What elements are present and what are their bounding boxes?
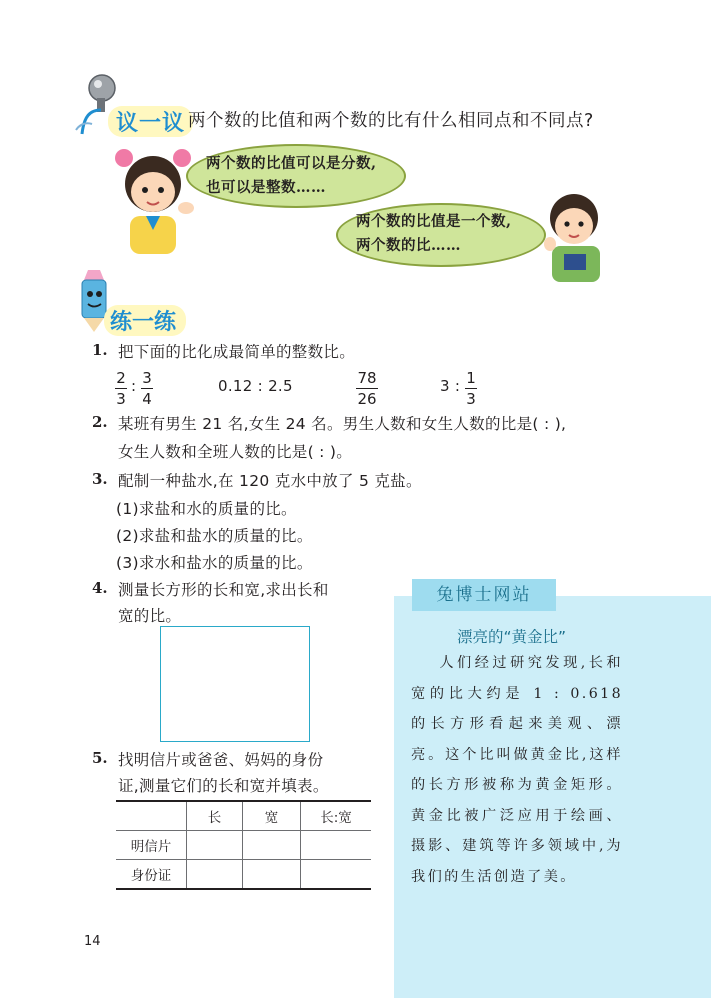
table-cell[interactable] (187, 831, 243, 860)
table-row-label: 身份证 (116, 860, 187, 890)
table-header-cell: 长 (187, 801, 243, 831)
q2-line-2: 女生人数和全班人数的比是( : )。 (118, 443, 353, 461)
table-header-cell (116, 801, 187, 831)
table-cell[interactable] (243, 860, 301, 890)
q1-text: 把下面的比化成最简单的整数比。 (118, 343, 356, 361)
q4-line-2: 宽的比。 (118, 607, 182, 625)
q1-expr1-fraction-b: 3 4 (142, 369, 152, 408)
table-row (116, 860, 371, 890)
table-header-cell: 长:宽 (301, 801, 372, 831)
q3-number: 3. (92, 470, 108, 488)
q2-number: 2. (92, 413, 108, 431)
table-cell[interactable] (243, 831, 301, 860)
q4-number: 4. (92, 579, 108, 597)
q2-line-1: 某班有男生 21 名,女生 24 名。男生人数和女生人数的比是( : ), (118, 415, 567, 433)
girl-illustration (112, 146, 196, 254)
boy-speech-line-2: 两个数的比…… (356, 237, 461, 254)
q1-expr4-left: 3 : (440, 377, 461, 395)
page-number: 14 (84, 934, 101, 949)
q3-sub-3: (3)求水和盐水的质量的比。 (116, 554, 313, 572)
table-header-row (116, 801, 371, 831)
q5-line-2: 证,测量它们的长和宽并填表。 (118, 777, 329, 795)
table-cell[interactable] (301, 831, 372, 860)
discuss-badge: 议一议 (108, 106, 193, 137)
q1-expr3-fraction: 78 26 (357, 369, 377, 408)
table-row (116, 831, 371, 860)
practice-badge: 练一练 (104, 305, 186, 336)
girl-speech-line-2: 也可以是整数…… (206, 179, 326, 196)
q1-expr1-colon: : (131, 377, 137, 395)
q4-line-1: 测量长方形的长和宽,求出长和 (118, 581, 329, 599)
q3-sub-2: (2)求盐和盐水的质量的比。 (116, 527, 313, 545)
table-cell[interactable] (187, 860, 243, 890)
boy-speech-line-1: 两个数的比值是一个数, (356, 213, 512, 230)
table-header-cell: 宽 (243, 801, 301, 831)
measure-table (116, 800, 371, 890)
girl-speech-line-1: 两个数的比值可以是分数, (206, 155, 377, 172)
q5-number: 5. (92, 749, 108, 767)
q5-line-1: 找明信片或爸爸、妈妈的身份 (118, 751, 324, 769)
measure-rectangle (160, 626, 310, 742)
sidebar-tab: 兔博士网站 (412, 579, 556, 611)
discuss-question: 两个数的比值和两个数的比有什么相同点和不同点? (188, 111, 594, 131)
table-cell[interactable] (301, 860, 372, 890)
q1-expr4-fraction: 1 3 (466, 369, 476, 408)
sidebar-body: 人们经过研究发现,长和宽的比大约是 1 : 0.618 的长方形看起来美观、漂亮。这个比叫做黄金比,这样的长方形被称为黄金矩形。黄金比被广泛应用于绘画、摄影、建筑等许多领域中,为我们的生活创造了美。 (411, 655, 623, 885)
q3-text: 配制一种盐水,在 120 克水中放了 5 克盐。 (118, 472, 422, 490)
sidebar-title: 漂亮的“黄金比” (457, 628, 567, 646)
q3-sub-1: (1)求盐和水的质量的比。 (116, 500, 297, 518)
q1-expr1-fraction-a: 2 3 (116, 369, 126, 408)
table-row-label: 明信片 (116, 831, 187, 860)
boy-illustration (540, 190, 606, 282)
q1-number: 1. (92, 341, 108, 359)
q1-expr2: 0.12 : 2.5 (218, 377, 293, 395)
